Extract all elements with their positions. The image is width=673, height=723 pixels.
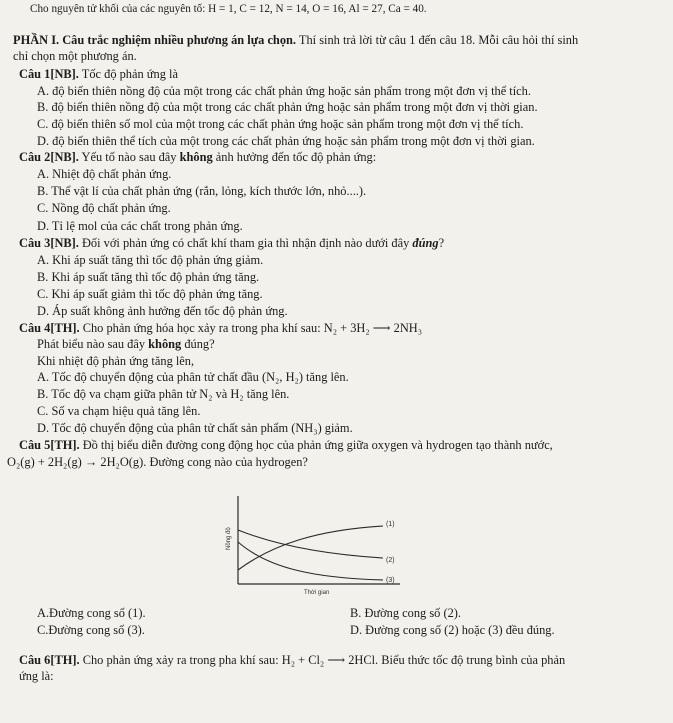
q1-option-b[interactable]: B. độ biến thiên nồng độ của một trong các chất phản ứng hoặc sản phẩm trong một đơn vị thời gian. — [37, 100, 538, 114]
question-3-label: Câu 3[NB]. — [19, 236, 79, 250]
q2-option-d[interactable]: D. Tỉ lệ mol của các chất trong phản ứng. — [37, 219, 243, 233]
q5-option-d[interactable]: D. Đường cong số (2) hoặc (3) đều đúng. — [350, 623, 555, 637]
question-4-condition: Khi nhiệt độ phản ứng tăng lên, — [37, 354, 195, 368]
question-1-label: Câu 1[NB]. — [19, 67, 79, 81]
question-2-label: Câu 2[NB]. — [19, 150, 79, 164]
part-title: PHẦN I. Câu trắc nghiệm nhiều phương án lựa chọn. — [13, 33, 297, 47]
question-1-stem: Câu 1[NB]. Tốc độ phản ứng là — [19, 67, 178, 81]
given-atomic-masses: Cho nguyên tử khối của các nguyên tố: H = 1, C = 12, N = 14, O = 16, Al = 27, Ca = 40. — [30, 3, 427, 15]
curve-1 — [238, 526, 383, 570]
question-5-stem: Câu 5[TH]. Đồ thị biểu diễn đường cong động học của phản ứng giữa oxygen và hydrogen tạo thành nước, — [19, 438, 553, 452]
part-instruction: Thí sinh trả lời từ câu 1 đến câu 18. Mỗi câu hỏi thí sinh — [296, 33, 579, 47]
question-5-equation: O₂(g) + 2H₂(g) → 2H₂O(g). Đường cong nào của hydrogen? — [7, 455, 308, 469]
x-axis-label: Thời gian — [304, 590, 330, 596]
q4-option-d[interactable]: D. Tốc độ chuyển động của phân tử chất sản phẩm (NH₃) giảm. — [37, 421, 353, 435]
q3-option-a[interactable]: A. Khi áp suất tăng thì tốc độ phản ứng giảm. — [37, 253, 264, 267]
curve-1-label: (1) — [386, 521, 395, 528]
q5-option-c[interactable]: C.Đường cong số (3). — [37, 623, 145, 637]
y-axis-label: Nồng độ — [226, 527, 232, 550]
q5-option-a[interactable]: A.Đường cong số (1). — [37, 606, 146, 620]
q3-option-b[interactable]: B. Khi áp suất tăng thì tốc độ phản ứng tăng. — [37, 270, 260, 284]
curve-3 — [238, 542, 383, 580]
q2-option-c[interactable]: C. Nồng độ chất phản ứng. — [37, 201, 171, 215]
q1-option-d[interactable]: D. độ biến thiên thể tích của một trong các chất phản ứng hoặc sản phẩm trong một đơn vị thời gian. — [37, 134, 535, 148]
curve-3-label: (3) — [386, 577, 395, 584]
q5-option-b[interactable]: B. Đường cong số (2). — [350, 606, 462, 620]
part-instruction-cont: chỉ chọn một phương án. — [13, 49, 137, 63]
question-4-label: Câu 4[TH]. — [19, 321, 80, 335]
q3-option-d[interactable]: D. Áp suất không ảnh hưởng đến tốc độ phản ứng. — [37, 304, 288, 318]
question-6-label: Câu 6[TH]. — [19, 653, 80, 667]
question-6-stem-2: ứng là: — [19, 669, 54, 683]
curve-2-label: (2) — [386, 557, 395, 564]
curve-2 — [238, 530, 383, 558]
q4-option-b[interactable]: B. Tốc độ va chạm giữa phân tử N₂ và H₂ tăng lên. — [37, 387, 290, 401]
q1-option-c[interactable]: C. độ biến thiên số mol của một trong các chất phản ứng hoặc sản phẩm trong một đơn vị thể tích. — [37, 117, 524, 131]
question-4-stem: Câu 4[TH]. Cho phản ứng hóa học xảy ra trong pha khí sau: N₂ + 3H₂ ⟶ 2NH₃ — [19, 321, 423, 335]
q2-option-a[interactable]: A. Nhiệt độ chất phản ứng. — [37, 167, 172, 181]
q2-option-b[interactable]: B. Thể vật lí của chất phản ứng (rắn, lỏng, kích thước lớn, nhỏ....). — [37, 184, 367, 198]
kinetic-curves-graph — [208, 488, 408, 598]
q3-option-c[interactable]: C. Khi áp suất giảm thì tốc độ phản ứng tăng. — [37, 287, 263, 301]
question-6-stem: Câu 6[TH]. Cho phản ứng xảy ra trong pha khí sau: H₂ + Cl₂ ⟶ 2HCl. Biểu thức tốc độ trung bình của phản — [19, 653, 566, 667]
question-4-stem-2: Phát biểu nào sau đây không đúng? — [37, 337, 215, 351]
question-2-stem: Câu 2[NB]. Yếu tố nào sau đây không ảnh hưởng đến tốc độ phản ứng: — [19, 150, 377, 164]
question-3-stem: Câu 3[NB]. Đối với phản ứng có chất khí tham gia thì nhận định nào dưới đây đúng? — [19, 236, 445, 250]
q1-option-a[interactable]: A. độ biến thiên nồng độ của một trong các chất phản ứng hoặc sản phẩm trong một đơn vị thể tích. — [37, 84, 531, 98]
question-5-label: Câu 5[TH]. — [19, 438, 80, 452]
q4-option-c[interactable]: C. Số va chạm hiệu quả tăng lên. — [37, 404, 201, 418]
q4-option-a[interactable]: A. Tốc độ chuyển động của phân tử chất đầu (N₂, H₂) tăng lên. — [37, 370, 349, 384]
part-heading — [13, 33, 578, 48]
